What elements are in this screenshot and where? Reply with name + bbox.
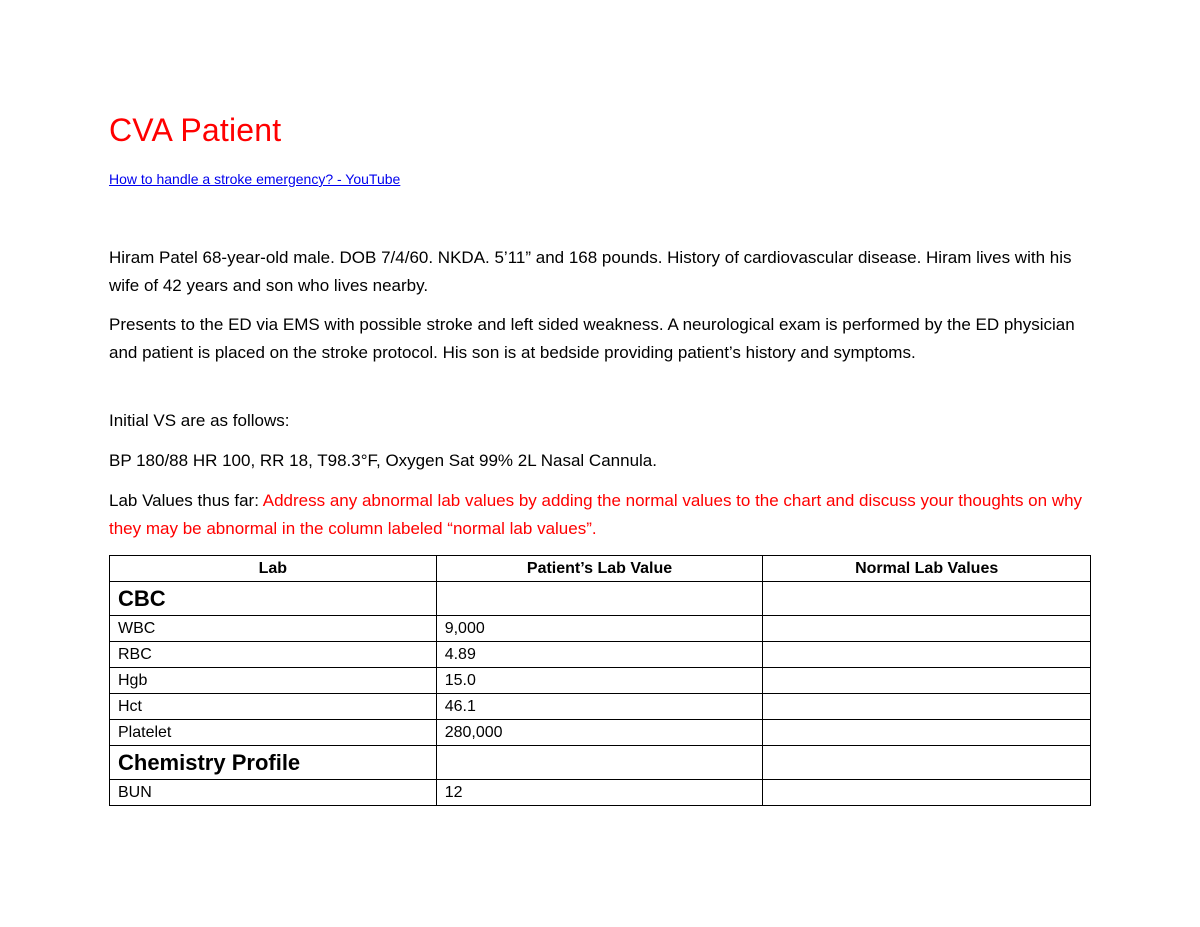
lab-name-cell: WBC <box>110 616 437 642</box>
table-row <box>110 780 1091 806</box>
lab-instructions-paragraph <box>109 487 1099 543</box>
lab-value-cell: 4.89 <box>436 642 763 668</box>
patient-history-paragraph: Hiram Patel 68-year-old male. DOB 7/4/60. NKDA. 5’11” and 168 pounds. History of cardiovascular disease. Hiram lives with his wife of 42 years and son who lives nearby. <box>109 248 1072 295</box>
normal-value-cell[interactable] <box>763 642 1091 668</box>
lab-value-cell: 12 <box>436 780 763 806</box>
table-section-row <box>110 582 1091 616</box>
lab-name-cell: Hct <box>110 694 437 720</box>
lab-value-cell: 9,000 <box>436 616 763 642</box>
table-row <box>110 694 1091 720</box>
table-header-row <box>110 556 1091 582</box>
normal-value-cell[interactable] <box>763 668 1091 694</box>
normal-value-cell[interactable] <box>763 780 1091 806</box>
lab-name-cell: BUN <box>110 780 437 806</box>
lab-values-table <box>109 555 1091 806</box>
section-cbc-label <box>110 582 437 616</box>
lab-name-cell: RBC <box>110 642 437 668</box>
page-title: CVA Patient <box>109 112 282 148</box>
table-row <box>110 616 1091 642</box>
table-section-row <box>110 746 1091 780</box>
vitals-paragraph: BP 180/88 HR 100, RR 18, T98.3°F, Oxygen Sat 99% 2L Nasal Cannula. <box>109 451 657 470</box>
table-cell-empty[interactable] <box>436 746 763 780</box>
section-chemistry-text: Chemistry Profile <box>118 749 301 775</box>
normal-value-cell[interactable] <box>763 616 1091 642</box>
lab-value-cell: 15.0 <box>436 668 763 694</box>
section-cbc-text: CBC <box>118 585 166 611</box>
lab-name-cell: Hgb <box>110 668 437 694</box>
table-row <box>110 668 1091 694</box>
table-row <box>110 642 1091 668</box>
section-chemistry-label <box>110 746 437 780</box>
header-normal-values: Normal Lab Values <box>763 556 1091 582</box>
normal-value-cell[interactable] <box>763 720 1091 746</box>
lab-name-cell: Platelet <box>110 720 437 746</box>
table-cell-empty[interactable] <box>763 746 1091 780</box>
table-cell-empty[interactable] <box>436 582 763 616</box>
table-row <box>110 720 1091 746</box>
presentation-paragraph: Presents to the ED via EMS with possible stroke and left sided weakness. A neurological exam is performed by the ED physician and patient is placed on the stroke protocol. His son is at bedside providing patient’s history and symptoms. <box>109 315 1075 362</box>
header-patient-value: Patient’s Lab Value <box>436 556 763 582</box>
lab-value-cell: 280,000 <box>436 720 763 746</box>
lab-intro-text: Lab Values thus far: <box>109 491 263 510</box>
lab-instruction-text: Address any abnormal lab values by adding the normal values to the chart and discuss your thoughts on why they may be abnormal in the column labeled “normal lab values”. <box>109 491 1083 538</box>
table-cell-empty[interactable] <box>763 582 1091 616</box>
normal-value-cell[interactable] <box>763 694 1091 720</box>
lab-value-cell: 46.1 <box>436 694 763 720</box>
vs-intro-paragraph: Initial VS are as follows: <box>109 411 290 430</box>
header-lab: Lab <box>110 556 437 582</box>
youtube-link[interactable]: How to handle a stroke emergency? - YouTube <box>109 171 401 187</box>
